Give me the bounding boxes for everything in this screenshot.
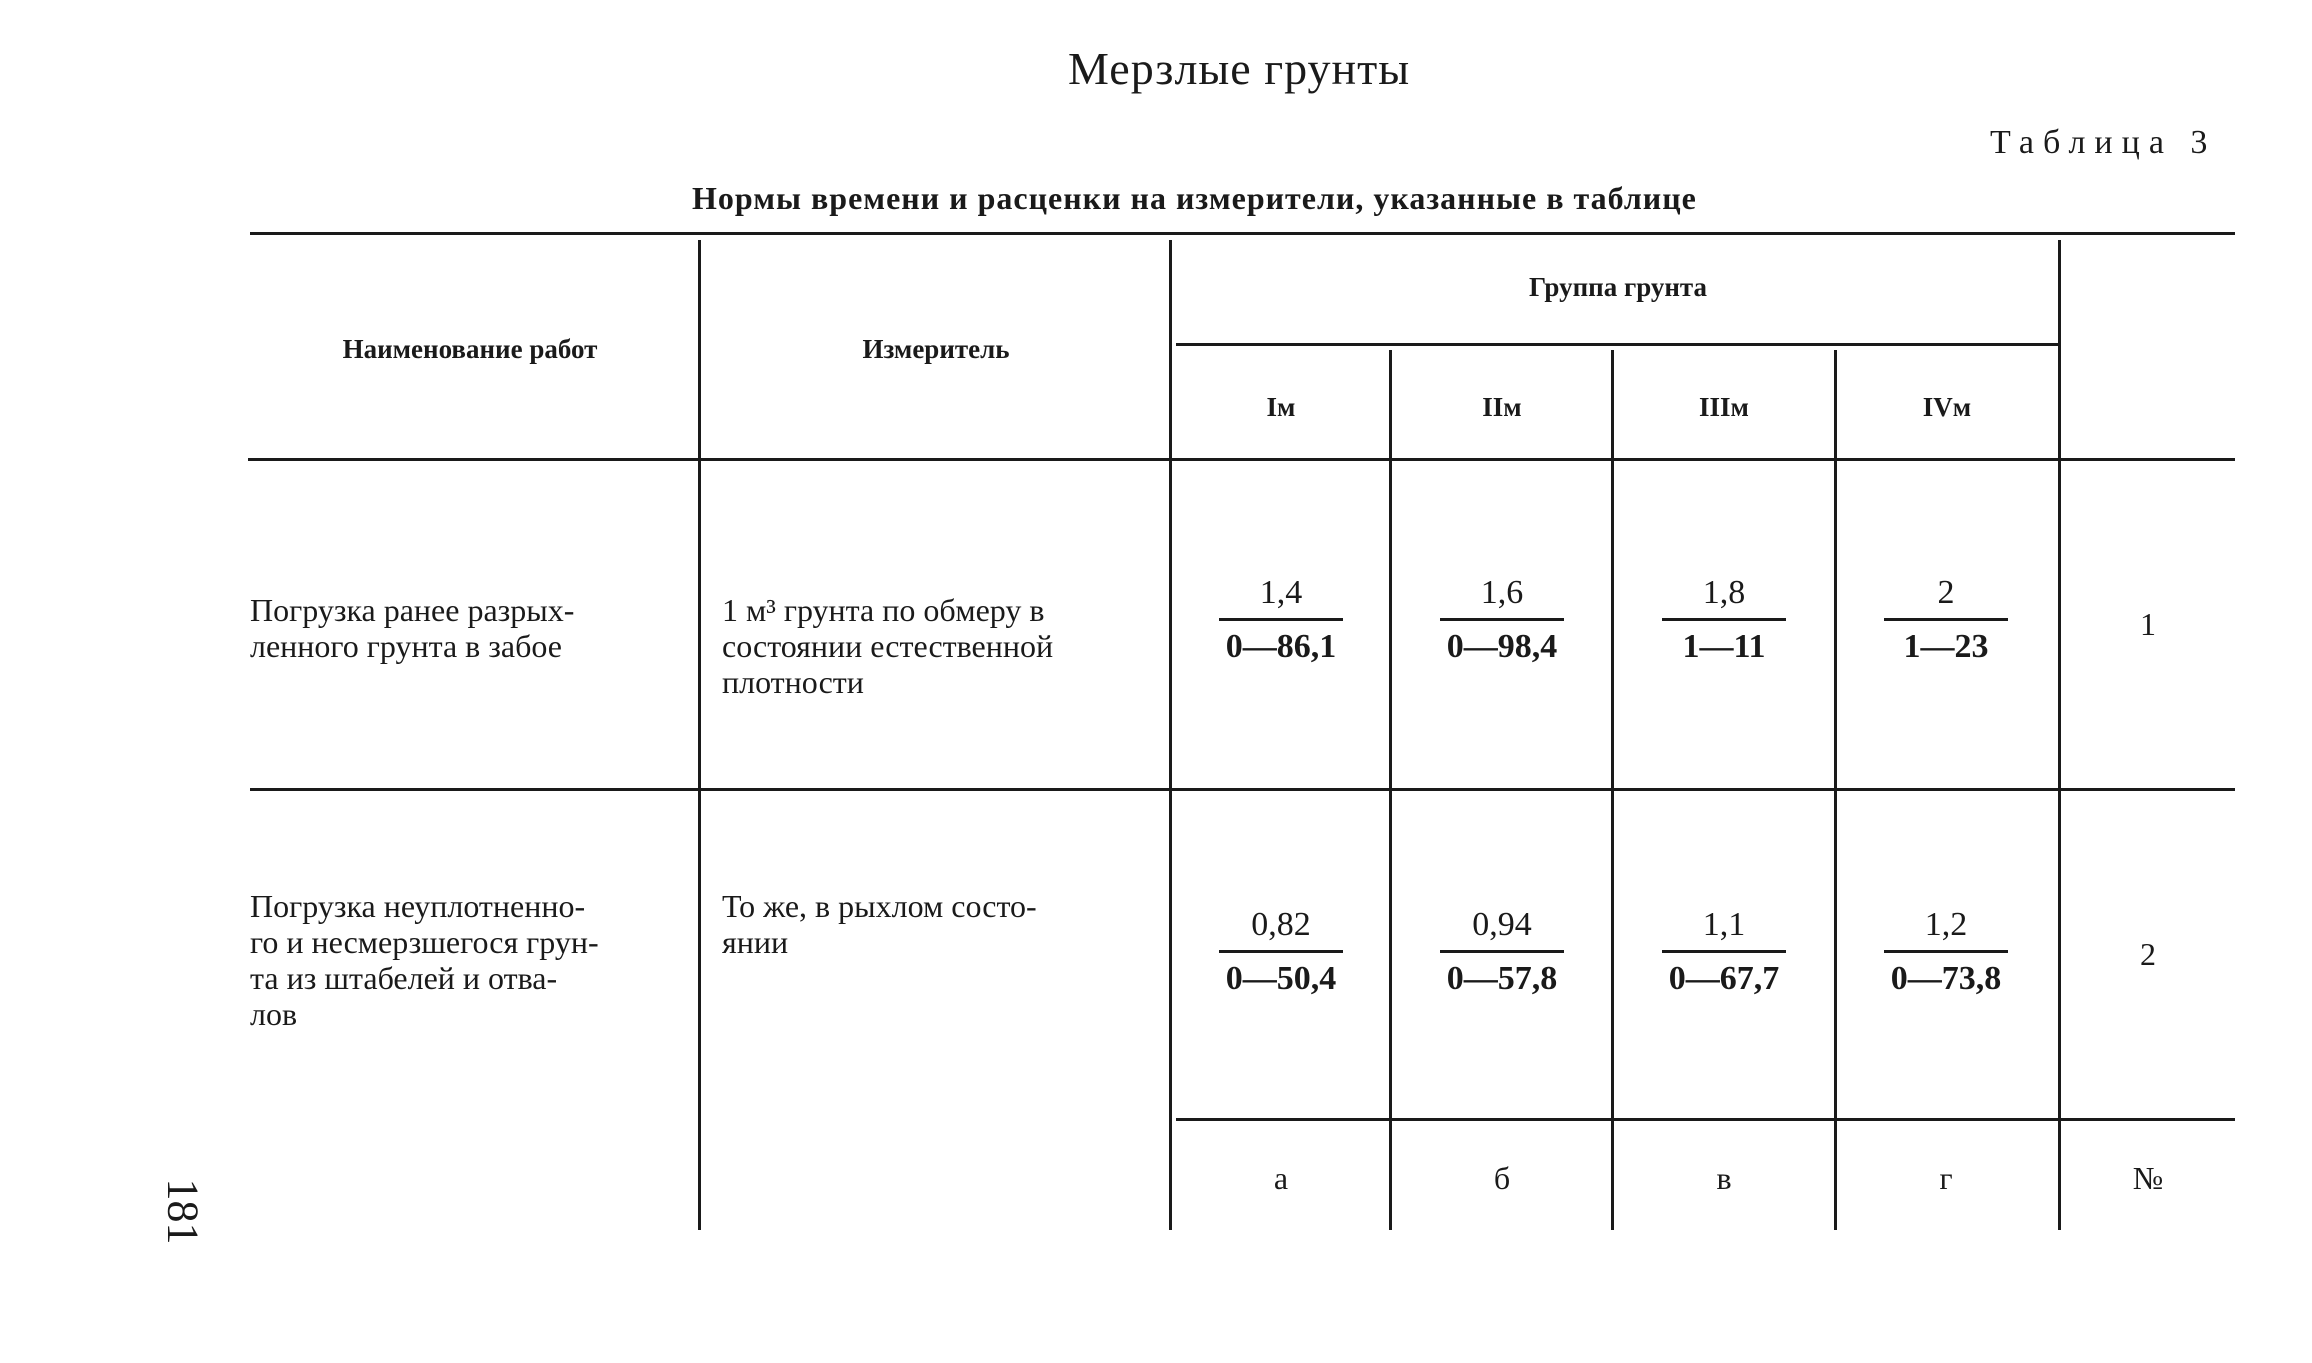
column-rule-im <box>1389 350 1392 1230</box>
header-bottom-rule <box>248 458 2235 461</box>
row1-work-name <box>250 592 675 664</box>
rate-value: 0—73,8 <box>1890 960 2002 997</box>
rate-value: 1—23 <box>1903 628 1989 665</box>
table-label: Таблица 3 <box>1990 124 2217 161</box>
norm-value: 1,2 <box>1924 906 1968 943</box>
column-letter-v: в <box>1716 1160 1732 1196</box>
norm-value: 0,82 <box>1251 906 1311 943</box>
row1-work-line: ленного грунта в забое <box>250 628 562 664</box>
header-group-iim: IIм <box>1482 392 1522 422</box>
norm-value: 1,8 <box>1702 574 1746 611</box>
row1-unit-line: плотности <box>722 664 864 700</box>
row1-value-iim <box>1432 574 1572 667</box>
column-letter-b: б <box>1493 1160 1511 1196</box>
norm-value: 1,1 <box>1702 906 1746 943</box>
column-rule-iiim <box>1834 350 1837 1230</box>
table-caption: Нормы времени и расценки на измерители, указанные в таблице <box>692 180 1697 216</box>
row2-unit <box>722 888 1150 960</box>
row2-value-iim <box>1432 906 1572 999</box>
column-rule-group-start <box>1169 240 1172 1230</box>
column-letter-g: г <box>1939 1160 1953 1196</box>
rate-value: 1—11 <box>1682 628 1766 665</box>
column-rule-number <box>2058 240 2061 1230</box>
column-rule-unit <box>698 240 701 1230</box>
header-work-name: Наименование работ <box>342 334 598 364</box>
column-letter-a: а <box>1273 1160 1289 1196</box>
rate-value: 0—57,8 <box>1446 960 1558 997</box>
header-soil-group: Группа грунта <box>1528 272 1708 302</box>
row-separator-rule <box>250 788 2235 791</box>
row2-value-ivm <box>1876 906 2016 999</box>
row2-work-name <box>250 888 675 1032</box>
row1-value-ivm <box>1876 574 2016 667</box>
row2-work-line: Погрузка неуплотненно- <box>250 888 586 924</box>
row2-unit-line: янии <box>722 924 789 960</box>
row1-unit-line: 1 м³ грунта по обмеру в <box>722 592 1045 628</box>
column-rule-iim <box>1611 350 1614 1230</box>
row2-work-line: та из штабелей и отва- <box>250 960 558 996</box>
norm-value: 1,6 <box>1480 574 1524 611</box>
group-header-rule <box>1176 343 2060 346</box>
row2-unit-line: То же, в рыхлом состо- <box>722 888 1037 924</box>
page-number: 181 <box>158 1178 208 1245</box>
number-symbol: № <box>2132 1160 2164 1196</box>
norm-value: 0,94 <box>1472 906 1532 943</box>
header-unit: Измеритель <box>862 334 1010 364</box>
rate-value: 0—86,1 <box>1225 628 1337 665</box>
header-group-ivm: IVм <box>1922 392 1972 422</box>
row2-number: 2 <box>2140 936 2156 972</box>
table-top-rule <box>250 232 2235 235</box>
letters-top-rule <box>1176 1118 2235 1121</box>
row1-unit-line: состоянии естественной <box>722 628 1054 664</box>
row2-value-im <box>1211 906 1351 999</box>
norm-value: 1,4 <box>1259 574 1303 611</box>
row2-work-line: го и несмерзшегося грун- <box>250 924 599 960</box>
header-group-im: Iм <box>1266 392 1296 422</box>
row2-value-iiim <box>1654 906 1794 999</box>
rate-value: 0—98,4 <box>1446 628 1558 665</box>
row2-work-line: лов <box>250 996 298 1032</box>
row1-work-line: Погрузка ранее разрых- <box>250 592 575 628</box>
row1-value-im <box>1211 574 1351 667</box>
header-group-iiim: IIIм <box>1699 392 1749 422</box>
row1-number: 1 <box>2140 606 2156 642</box>
rate-value: 0—50,4 <box>1225 960 1337 997</box>
row1-unit <box>722 592 1150 700</box>
norm-value: 2 <box>1937 574 1955 611</box>
page-title: Мерзлые грунты <box>1068 43 1411 94</box>
row1-value-iiim <box>1654 574 1794 667</box>
rate-value: 0—67,7 <box>1668 960 1780 997</box>
